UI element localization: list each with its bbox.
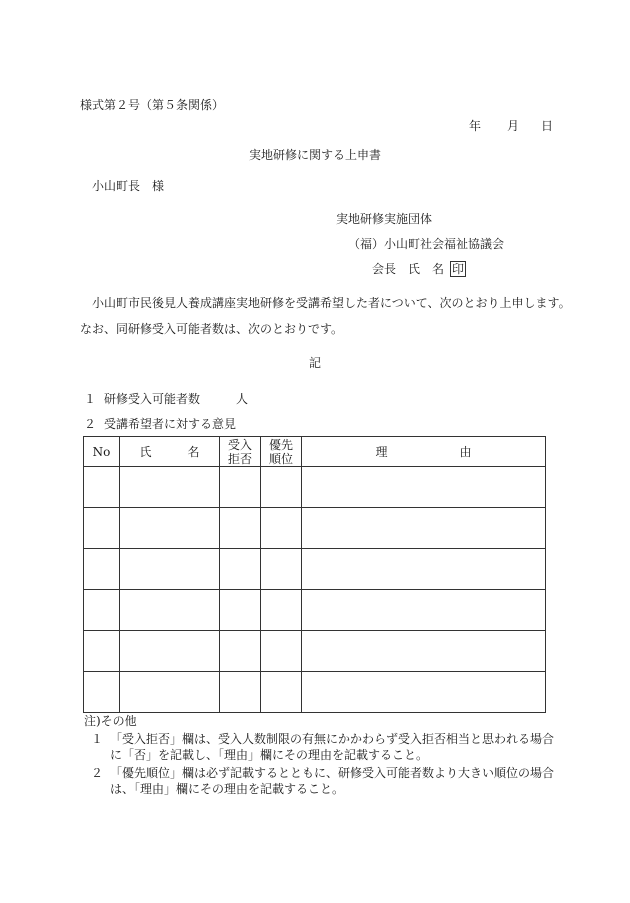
table-row: [84, 590, 546, 631]
item-opinion: [84, 416, 236, 432]
note-item: [84, 765, 554, 797]
item2-label: 受講希望者に対する意見: [104, 417, 237, 431]
header-priority: 優先 順位: [261, 437, 302, 467]
cell-no[interactable]: [84, 672, 120, 713]
cell-no[interactable]: [84, 549, 120, 590]
table-row: [84, 631, 546, 672]
cell-reason[interactable]: [302, 631, 546, 672]
cell-accept-reject[interactable]: [220, 467, 261, 508]
notes-heading: 注)その他: [84, 714, 137, 728]
cell-priority[interactable]: [261, 549, 302, 590]
header-no: No: [84, 437, 120, 467]
cell-no[interactable]: [84, 467, 120, 508]
ki-heading: 記: [308, 356, 321, 370]
table-row: [84, 508, 546, 549]
cell-priority[interactable]: [261, 631, 302, 672]
sender-association: （福）小山町社会福祉協議会: [348, 237, 505, 251]
cell-no[interactable]: [84, 590, 120, 631]
cell-accept-reject[interactable]: [220, 549, 261, 590]
item2-number: ２: [84, 417, 97, 431]
cell-name[interactable]: [120, 590, 220, 631]
header-reason: 理 由: [302, 437, 546, 467]
cell-accept-reject[interactable]: [220, 631, 261, 672]
date-year: 年: [469, 119, 482, 133]
sender-organization: 実地研修実施団体: [336, 212, 433, 226]
cell-no[interactable]: [84, 631, 120, 672]
item-capacity: [84, 391, 248, 407]
opinion-table: [83, 436, 546, 713]
table-row: [84, 467, 546, 508]
item1-unit: 人: [236, 392, 249, 406]
note2-number: ２: [90, 766, 103, 780]
date-day: 日: [541, 119, 554, 133]
cell-reason[interactable]: [302, 508, 546, 549]
body-text-line1: 小山町市民後見人養成講座実地研修を受講希望した者について、次のとおり上申します。: [92, 296, 571, 310]
cell-name[interactable]: [120, 631, 220, 672]
cell-accept-reject[interactable]: [220, 590, 261, 631]
item1-number: １: [84, 392, 97, 406]
opinion-table-wrapper: [83, 436, 546, 713]
cell-accept-reject[interactable]: [220, 508, 261, 549]
cell-reason[interactable]: [302, 590, 546, 631]
note-item: [84, 731, 554, 763]
date-month: 月: [507, 119, 520, 133]
table-row: [84, 549, 546, 590]
cell-accept-reject[interactable]: [220, 672, 261, 713]
cell-priority[interactable]: [261, 590, 302, 631]
note2-text: 「優先順位」欄は必ず記載するとともに、研修受入可能者数より大きい順位の場合は、「理由」欄にその理由を記載すること。: [110, 766, 555, 796]
cell-name[interactable]: [120, 672, 220, 713]
cell-priority[interactable]: [261, 672, 302, 713]
cell-priority[interactable]: [261, 508, 302, 549]
cell-name[interactable]: [120, 549, 220, 590]
table-header-row: [84, 437, 546, 467]
cell-priority[interactable]: [261, 467, 302, 508]
seal-mark: 印: [452, 262, 465, 276]
item1-label: 研修受入可能者数: [104, 392, 201, 406]
cell-name[interactable]: [120, 508, 220, 549]
representative-label: 会長 氏 名: [372, 262, 445, 276]
cell-reason[interactable]: [302, 549, 546, 590]
header-accept-reject: 受入 拒否: [220, 437, 261, 467]
note1-number: １: [90, 732, 103, 746]
cell-reason[interactable]: [302, 467, 546, 508]
cell-name[interactable]: [120, 467, 220, 508]
addressee: 小山町長 様: [92, 179, 165, 193]
note1-text: 「受入拒否」欄は、受入人数制限の有無にかかわらず受入拒否相当と思われる場合に「否」を記載し、「理由」欄にその理由を記載すること。: [110, 732, 555, 762]
document-title: 実地研修に関する上申書: [248, 148, 381, 162]
cell-no[interactable]: [84, 508, 120, 549]
header-name: 氏 名: [120, 437, 220, 467]
cell-reason[interactable]: [302, 672, 546, 713]
sender-representative: [372, 261, 466, 277]
table-row: [84, 672, 546, 713]
notes-section: [84, 713, 554, 799]
body-text-line2: なお、同研修受入可能者数は、次のとおりです。: [80, 322, 344, 336]
form-number: 様式第２号（第５条関係）: [80, 98, 225, 112]
date-line: [469, 118, 553, 134]
